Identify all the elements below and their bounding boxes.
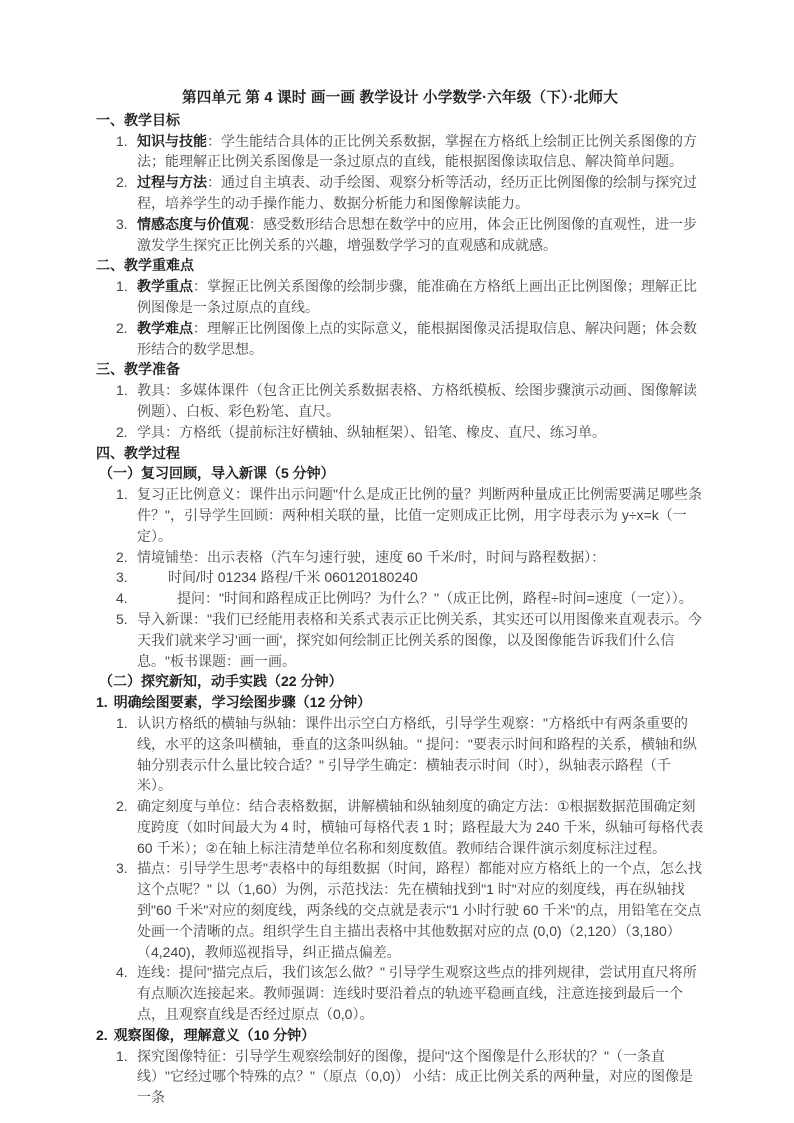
section-heading: 四、教学过程	[96, 444, 180, 461]
list-item	[116, 276, 704, 318]
document-blocks	[96, 110, 704, 1108]
list-item	[116, 962, 704, 1024]
list-item-number: 2.	[116, 423, 128, 440]
page-title: 第四单元 第 4 课时 画一画 教学设计 小学数学·六年级（下）·北师大	[181, 90, 619, 106]
list-item-text	[137, 713, 704, 796]
list-item-text	[137, 796, 704, 858]
list-item-body: ：掌握正比例关系图像的绘制步骤，能准确在方格纸上画出正比例图像；理解正比例图像是一条过原点的直线。	[137, 278, 697, 315]
list-item	[116, 547, 704, 568]
list-item-number: 2.	[116, 319, 128, 336]
list-item-number: 2.	[116, 798, 128, 815]
section-heading: 一、教学目标	[96, 111, 180, 128]
list-item-text	[137, 547, 704, 568]
list-item-text	[137, 484, 704, 546]
numbered-heading-number: 1.	[96, 694, 108, 711]
list-item-number: 2.	[116, 548, 128, 565]
section-heading: 二、教学重难点	[96, 257, 194, 274]
list-item-number: 1.	[116, 1047, 128, 1064]
list-item-body: 连线：提问"描完点后，我们该怎么做？" 引导学生观察这些点的排列规律，尝试用直尺将所有点顺次连接起来。教师强调：连线时要沿着点的轨迹平稳画直线，注意连接到最后一个点，且观察直线是否经过原点（0,0）。	[137, 964, 697, 1023]
list-item-text	[137, 318, 704, 360]
numbered-heading-number: 2.	[96, 1026, 108, 1043]
sub-section-heading: （二）探究新知，动手实践（22 分钟）	[99, 673, 343, 690]
list-item-body: 复习正比例意义：课件出示问题"什么是成正比例的量？判断两种量成正比例需要满足哪些条件？"，引导学生回顾：两种相关联的量，比值一定则成正比例，用字母表示为 y÷x=k（一定）。	[137, 486, 702, 544]
list-item-number: 1.	[116, 278, 128, 295]
list-item-text	[137, 131, 704, 173]
list-item	[116, 422, 704, 443]
list-item-label: 情感态度与价值观	[137, 215, 249, 232]
numbered-heading-text: 观察图像，理解意义（10 分钟）	[113, 1026, 316, 1043]
list-item-number: 5.	[116, 610, 128, 627]
list-item-number: 2.	[116, 174, 128, 191]
list-item	[116, 609, 704, 671]
list-item-body: 情境铺垫：出示表格（汽车匀速行驶，速度 60 千米/时，时间与路程数据）：	[137, 548, 606, 565]
ordered-list	[96, 380, 704, 442]
ordered-list	[96, 131, 704, 256]
list-item-text	[137, 276, 704, 318]
list-item-body: 时间/时 01234 路程/千米 060120180240	[168, 569, 418, 586]
list-item-number: 3.	[116, 860, 128, 877]
list-item	[116, 380, 704, 422]
list-item-label: 教学重点	[137, 278, 193, 295]
section-heading: 三、教学准备	[96, 361, 180, 378]
list-item-body: 导入新课："我们已经能用表格和关系式表示正比例关系，其实还可以用图像来直观表示。今天我们就来学习'画一画'，探究如何绘制正比例关系的图像，以及图像能告诉我们什么信息。"板书课题：画一画。	[137, 610, 702, 669]
list-item-label: 过程与方法	[137, 174, 207, 191]
ordered-list	[96, 713, 704, 1025]
list-item-number: 1.	[116, 132, 128, 149]
sub-section-heading: （一）复习回顾，导入新课（5 分钟）	[99, 465, 335, 482]
ordered-list	[96, 276, 704, 359]
list-item-text	[137, 858, 704, 962]
list-item	[116, 484, 704, 546]
list-item-body: 认识方格纸的横轴与纵轴：课件出示空白方格纸，引导学生观察："方格纸中有两条重要的线，水平的这条叫横轴，垂直的这条叫纵轴。" 提问："要表示时间和路程的关系，横轴和纵轴分别表示什么量比较合适？" 引导学生确定：横轴表示时间（时），纵轴表示路程（千米）。	[137, 714, 697, 794]
list-item	[116, 858, 704, 962]
list-item-number: 3.	[116, 569, 128, 586]
list-item-text	[137, 1046, 704, 1108]
list-item	[116, 131, 704, 173]
list-item-text	[137, 380, 704, 422]
list-item-label: 教学难点	[137, 319, 193, 336]
list-item-number: 1.	[116, 382, 128, 399]
list-item	[116, 588, 704, 609]
ordered-list	[96, 484, 704, 671]
numbered-heading-text: 明确绘图要素，学习绘图步骤（12 分钟）	[113, 694, 372, 711]
list-item-body: 提问："时间和路程成正比例吗？为什么？"（成正比例，路程÷时间=速度（一定））。	[177, 590, 693, 607]
list-item-number: 4.	[116, 590, 128, 607]
list-item-text	[137, 172, 704, 214]
numbered-heading	[96, 692, 704, 713]
ordered-list	[96, 1046, 704, 1108]
list-item-body: 描点：引导学生思考"表格中的每组数据（时间，路程）都能对应方格纸上的一个点，怎么找这个点呢？" 以（1,60）为例，示范找法：先在横轴找到"1 时"对应的刻度线，再在纵轴找到"60 千米"对应的刻度线，两条线的交点就是表示"1 小时行驶 60 千米"的点，用铅笔在交点处画一个清晰的点。组织学生自主描出表格中其他数据对应的点 (0,0)（2,120）（3,180）（4,240)，教师巡视指导，纠正描点偏差。	[137, 860, 702, 960]
list-item-body: ：理解正比例图像上点的实际意义，能根据图像灵活提取信息、解决问题；体会数形结合的数学思想。	[137, 319, 697, 357]
list-item-label: 知识与技能	[137, 132, 207, 149]
list-item-body: ：感受数形结合思想在数学中的应用，体会正比例图像的直观性，进一步激发学生探究正比例关系的兴趣，增强数学学习的直观感和成就感。	[137, 215, 697, 253]
list-item-text	[137, 962, 704, 1024]
list-item-number: 3.	[116, 215, 128, 232]
list-item-body: ：学生能结合具体的正比例关系数据，掌握在方格纸上绘制正比例关系图像的方法；能理解正比例关系图像是一条过原点的直线，能根据图像读取信息、解决简单问题。	[137, 132, 697, 170]
list-item-body: ：通过自主填表、动手绘图、观察分析等活动，经历正比例图像的绘制与探究过程，培养学生的动手操作能力、数据分析能力和图像解读能力。	[137, 174, 697, 211]
list-item-body: 确定刻度与单位：结合表格数据，讲解横轴和纵轴刻度的确定方法：①根据数据范围确定刻度跨度（如时间最大为 4 时，横轴可每格代表 1 时；路程最大为 240 千米，纵轴可每格代表 60 千米）；②在轴上标注清楚单位名称和刻度数值。教师结合课件演示刻度标注过程。	[137, 798, 704, 856]
list-item	[116, 318, 704, 360]
numbered-heading	[96, 1025, 704, 1046]
list-item-text	[137, 214, 704, 256]
list-item-body: 教具：多媒体课件（包含正比例关系数据表格、方格纸模板、绘图步骤演示动画、图像解读例题）、白板、彩色粉笔、直尺。	[137, 382, 697, 419]
list-item	[116, 172, 704, 214]
list-item-text	[137, 588, 704, 609]
list-item	[116, 713, 704, 796]
list-item-text	[137, 609, 704, 671]
list-item	[116, 567, 704, 588]
list-item	[116, 796, 704, 858]
list-item	[116, 1046, 704, 1108]
list-item-number: 4.	[116, 964, 128, 981]
list-item-number: 1.	[116, 714, 128, 731]
list-item-body: 探究图像特征：引导学生观察绘制好的图像，提问"这个图像是什么形状的？"（一条直线）"它经过哪个特殊的点？"（原点（0,0)） 小结：成正比例关系的两种量，对应的图像是一条	[137, 1047, 693, 1106]
list-item-body: 学具：方格纸（提前标注好横轴、纵轴框架）、铅笔、橡皮、直尺、练习单。	[137, 423, 606, 440]
list-item-number: 1.	[116, 486, 128, 503]
list-item	[116, 214, 704, 256]
list-item-text	[137, 567, 704, 588]
list-item-text	[137, 422, 704, 443]
